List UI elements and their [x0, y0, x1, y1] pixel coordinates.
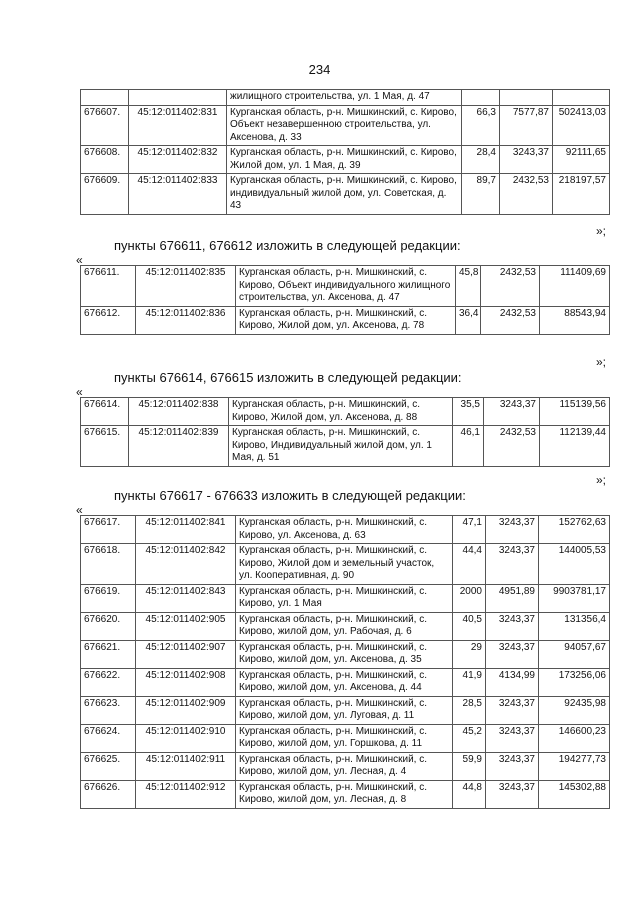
quote-open: « — [76, 253, 83, 267]
cadastral-number: 45:12:011402:841 — [136, 516, 236, 544]
total-cell: 94057,67 — [539, 640, 610, 668]
area-cell: 28,4 — [462, 146, 500, 174]
cadastral-number: 45:12:011402:839 — [129, 426, 229, 467]
total-cell: 144005,53 — [539, 544, 610, 585]
total-cell: 194277,73 — [539, 752, 610, 780]
table-row — [81, 696, 610, 724]
cadastral-number: 45:12:011402:836 — [136, 306, 236, 334]
cadastral-number: 45:12:011402:907 — [136, 640, 236, 668]
total-cell: 88543,94 — [540, 306, 610, 334]
table-row — [81, 90, 610, 106]
address-cell: Курганская область, р-н. Мишкинский, с. Кирово, жилой дом, ул. Аксенова, д. 44 — [236, 668, 453, 696]
table-row — [81, 780, 610, 808]
price-cell: 3243,37 — [486, 724, 539, 752]
row-number: 676625. — [81, 752, 136, 780]
area-cell: 40,5 — [453, 612, 486, 640]
address-cell: Курганская область, р-н. Мишкинский, с. Кирово, жилой дом, ул. Рабочая, д. 6 — [236, 612, 453, 640]
property-table-continued — [80, 89, 610, 215]
address-cell: Курганская область, р-н. Мишкинский, с. Кирово, Объект незавершенною строительства, ул. Аксенова, д. 33 — [227, 105, 462, 146]
area-cell: 28,5 — [453, 696, 486, 724]
page-number: 234 — [308, 62, 331, 77]
price-cell: 7577,87 — [500, 105, 553, 146]
row-number: 676611. — [81, 266, 136, 307]
area-cell: 36,4 — [456, 306, 481, 334]
area-cell: 66,3 — [462, 105, 500, 146]
total-cell: 218197,57 — [553, 174, 610, 215]
price-cell: 3243,37 — [486, 612, 539, 640]
table-row — [81, 724, 610, 752]
table-row — [81, 668, 610, 696]
total-cell: 145302,88 — [539, 780, 610, 808]
quote-open: « — [76, 385, 83, 399]
row-number: 676617. — [81, 516, 136, 544]
row-number: 676620. — [81, 612, 136, 640]
address-cell: Курганская область, р-н. Мишкинский, с. Кирово, индивидуальный жилой дом, ул. Советская, д. 43 — [227, 174, 462, 215]
address-cell: Курганская область, р-н. Мишкинский, с. Кирово, Жилой дом, ул. Аксенова, д. 88 — [229, 398, 453, 426]
amendment-heading: пункты 676617 - 676633 изложить в следующей редакции: — [114, 488, 466, 503]
cadastral-number: 45:12:011402:831 — [129, 105, 227, 146]
address-cell: Курганская область, р-н. Мишкинский, с. Кирово, Жилой дом и земельный участок, ул. Кооперативная, д. 90 — [236, 544, 453, 585]
table-row — [81, 752, 610, 780]
price-cell: 4134,99 — [486, 668, 539, 696]
price-cell: 3243,37 — [486, 544, 539, 585]
row-number: 676619. — [81, 584, 136, 612]
address-cell: Курганская область, р-н. Мишкинский, с. Кирово, Жилой дом, ул. 1 Мая, д. 39 — [227, 146, 462, 174]
table-row — [81, 612, 610, 640]
table-row — [81, 266, 610, 307]
price-cell: 4951,89 — [486, 584, 539, 612]
table-row — [81, 174, 610, 215]
price-cell — [500, 90, 553, 106]
cadastral-number: 45:12:011402:911 — [136, 752, 236, 780]
row-number: 676621. — [81, 640, 136, 668]
address-cell: Курганская область, р-н. Мишкинский, с. Кирово, ул. 1 Мая — [236, 584, 453, 612]
total-cell — [553, 90, 610, 106]
cadastral-number: 45:12:011402:843 — [136, 584, 236, 612]
area-cell: 29 — [453, 640, 486, 668]
cadastral-number: 45:12:011402:910 — [136, 724, 236, 752]
area-cell: 47,1 — [453, 516, 486, 544]
quote-open: « — [76, 503, 83, 517]
table-row — [81, 105, 610, 146]
address-cell: жилищного строительства, ул. 1 Мая, д. 47 — [227, 90, 462, 106]
row-number: 676623. — [81, 696, 136, 724]
total-cell: 92111,65 — [553, 146, 610, 174]
amendment-heading: пункты 676614, 676615 изложить в следующей редакции: — [114, 370, 462, 385]
cadastral-number: 45:12:011402:838 — [129, 398, 229, 426]
area-cell: 89,7 — [462, 174, 500, 215]
total-cell: 146600,23 — [539, 724, 610, 752]
address-cell: Курганская область, р-н. Мишкинский, с. Кирово, жилой дом, ул. Луговая, д. 11 — [236, 696, 453, 724]
total-cell: 115139,56 — [540, 398, 610, 426]
table-row — [81, 640, 610, 668]
table-row — [81, 426, 610, 467]
address-cell: Курганская область, р-н. Мишкинский, с. Кирово, жилой дом, ул. Аксенова, д. 35 — [236, 640, 453, 668]
area-cell: 44,8 — [453, 780, 486, 808]
cadastral-number: 45:12:011402:833 — [129, 174, 227, 215]
property-table — [80, 397, 610, 467]
property-table — [80, 515, 610, 809]
price-cell: 2432,53 — [500, 174, 553, 215]
cadastral-number: 45:12:011402:908 — [136, 668, 236, 696]
total-cell: 152762,63 — [539, 516, 610, 544]
area-cell: 45,8 — [456, 266, 481, 307]
address-cell: Курганская область, р-н. Мишкинский, с. Кирово, Объект индивидуального жилищного строительства, ул. Аксенова, д. 47 — [236, 266, 456, 307]
table-row — [81, 398, 610, 426]
row-number — [81, 90, 129, 106]
row-number: 676626. — [81, 780, 136, 808]
address-cell: Курганская область, р-н. Мишкинский, с. Кирово, Индивидуальный жилой дом, ул. 1 Мая, д. 51 — [229, 426, 453, 467]
row-number: 676609. — [81, 174, 129, 215]
area-cell: 59,9 — [453, 752, 486, 780]
area-cell: 41,9 — [453, 668, 486, 696]
row-number: 676608. — [81, 146, 129, 174]
amendment-heading: пункты 676611, 676612 изложить в следующей редакции: — [114, 238, 461, 253]
quote-close: »; — [596, 473, 607, 487]
area-cell: 44,4 — [453, 544, 486, 585]
row-number: 676612. — [81, 306, 136, 334]
table-row — [81, 146, 610, 174]
total-cell: 92435,98 — [539, 696, 610, 724]
row-number: 676615. — [81, 426, 129, 467]
price-cell: 2432,53 — [484, 426, 540, 467]
row-number: 676607. — [81, 105, 129, 146]
price-cell: 3243,37 — [486, 752, 539, 780]
cadastral-number: 45:12:011402:832 — [129, 146, 227, 174]
total-cell: 131356,4 — [539, 612, 610, 640]
address-cell: Курганская область, р-н. Мишкинский, с. Кирово, Жилой дом, ул. Аксенова, д. 78 — [236, 306, 456, 334]
quote-close: »; — [596, 355, 607, 369]
table-row — [81, 516, 610, 544]
table-row — [81, 544, 610, 585]
property-table — [80, 265, 610, 335]
row-number: 676622. — [81, 668, 136, 696]
area-cell: 45,2 — [453, 724, 486, 752]
total-cell: 502413,03 — [553, 105, 610, 146]
table-row — [81, 584, 610, 612]
row-number: 676624. — [81, 724, 136, 752]
area-cell: 46,1 — [453, 426, 484, 467]
cadastral-number: 45:12:011402:842 — [136, 544, 236, 585]
cadastral-number: 45:12:011402:909 — [136, 696, 236, 724]
quote-close: »; — [596, 224, 607, 238]
cadastral-number: 45:12:011402:835 — [136, 266, 236, 307]
address-cell: Курганская область, р-н. Мишкинский, с. Кирово, жилой дом, ул. Лесная, д. 8 — [236, 780, 453, 808]
row-number: 676618. — [81, 544, 136, 585]
address-cell: Курганская область, р-н. Мишкинский, с. Кирово, жилой дом, ул. Лесная, д. 4 — [236, 752, 453, 780]
cadastral-number: 45:12:011402:905 — [136, 612, 236, 640]
address-cell: Курганская область, р-н. Мишкинский, с. Кирово, жилой дом, ул. Горшкова, д. 11 — [236, 724, 453, 752]
total-cell: 112139,44 — [540, 426, 610, 467]
total-cell: 9903781,17 — [539, 584, 610, 612]
price-cell: 2432,53 — [481, 306, 540, 334]
price-cell: 3243,37 — [486, 640, 539, 668]
total-cell: 173256,06 — [539, 668, 610, 696]
price-cell: 3243,37 — [486, 696, 539, 724]
table-row — [81, 306, 610, 334]
row-number: 676614. — [81, 398, 129, 426]
total-cell: 111409,69 — [540, 266, 610, 307]
price-cell: 3243,37 — [500, 146, 553, 174]
price-cell: 3243,37 — [486, 780, 539, 808]
price-cell: 3243,37 — [484, 398, 540, 426]
cadastral-number: 45:12:011402:912 — [136, 780, 236, 808]
area-cell: 2000 — [453, 584, 486, 612]
area-cell — [462, 90, 500, 106]
area-cell: 35,5 — [453, 398, 484, 426]
address-cell: Курганская область, р-н. Мишкинский, с. Кирово, ул. Аксенова, д. 63 — [236, 516, 453, 544]
price-cell: 2432,53 — [481, 266, 540, 307]
cadastral-number — [129, 90, 227, 106]
price-cell: 3243,37 — [486, 516, 539, 544]
